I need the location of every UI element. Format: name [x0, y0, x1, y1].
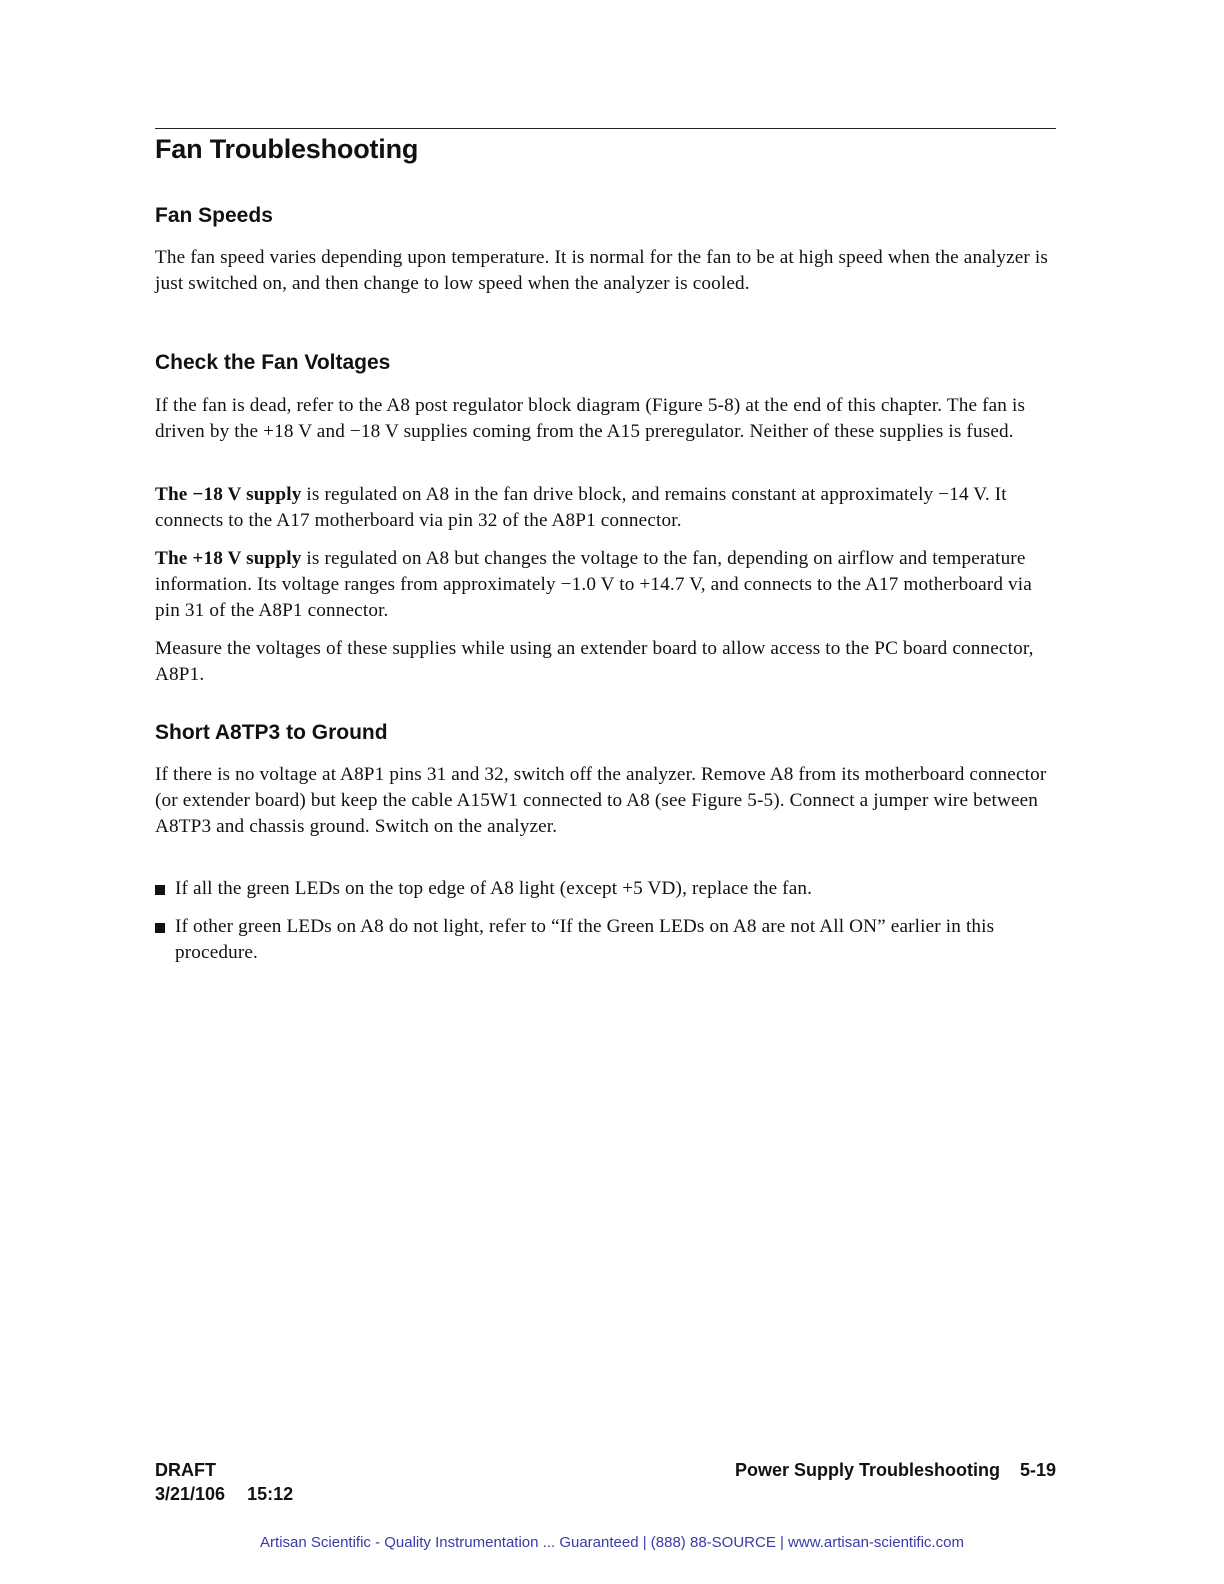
bullet-square-icon [155, 923, 165, 933]
list-item [155, 876, 1056, 902]
paragraph-check-voltages-1: If the fan is dead, refer to the A8 post regulator block diagram (Figure 5-8) at the end of this chapter. The fan is driven by the +18 V and −18 V supplies coming from the A15 preregulator. Neither of these supplies is fused. [155, 395, 1026, 442]
plus18-supply-lead: The +18 V supply [155, 548, 302, 569]
heading-check-fan-voltages: Check the Fan Voltages [155, 351, 391, 374]
list-item-text: If other green LEDs on A8 do not light, refer to “If the Green LEDs on A8 are not All ON” earlier in this procedure. [175, 916, 995, 963]
footer-draft-label: DRAFT [155, 1460, 216, 1480]
section-rule [155, 128, 1056, 129]
paragraph-minus18-supply [155, 482, 1056, 534]
bullet-square-icon [155, 885, 165, 895]
paragraph-plus18-supply [155, 546, 1056, 624]
footer-date-value: 3/21/106 [155, 1484, 226, 1504]
footer-running-title [735, 1460, 1056, 1481]
footer-date [155, 1484, 293, 1505]
vendor-credit-link[interactable]: Artisan Scientific - Quality Instrumentation ... Guaranteed | (888) 88-SOURCE | www.artisan-scientific.com [260, 1534, 964, 1551]
list-item-text: If all the green LEDs on the top edge of A8 light (except +5 VD), replace the fan. [175, 878, 813, 899]
list-item [155, 914, 1056, 966]
minus18-supply-lead: The −18 V supply [155, 484, 302, 505]
plus18-supply-text: is regulated on A8 but changes the voltage to the fan, depending on airflow and temperature information. Its voltage ranges from approximately −1.0 V to +14.7 V, and connects to the A17 motherboard via pin 31 of the A8P1 connector. [155, 548, 1032, 621]
footer-chapter-title: Power Supply Troubleshooting [734, 1460, 1000, 1480]
paragraph-fan-speeds: The fan speed varies depending upon temperature. It is normal for the fan to be at high speed when the analyzer is just switched on, and then change to low speed when the analyzer is cooled. [155, 247, 1049, 294]
paragraph-measure-voltages: Measure the voltages of these supplies while using an extender board to allow access to the PC board connector, A8P1. [155, 638, 1034, 685]
heading-short-a8tp3: Short A8TP3 to Ground [155, 721, 388, 744]
section-title: Fan Troubleshooting [155, 134, 419, 164]
heading-fan-speeds: Fan Speeds [155, 204, 273, 227]
minus18-supply-text: is regulated on A8 in the fan drive block, and remains constant at approximately −14 V. It connects to the A17 motherboard via pin 32 of the A8P1 connector. [155, 484, 1007, 531]
footer-time-value: 15:12 [247, 1484, 294, 1504]
footer-page-number: 5-19 [1019, 1460, 1056, 1480]
paragraph-short-a8tp3: If there is no voltage at A8P1 pins 31 and 32, switch off the analyzer. Remove A8 from its motherboard connector (or extender board) but keep the cable A15W1 connected to A8 (see Figure 5-5). Connect a jumper wire between A8TP3 and chassis ground. Switch on the analyzer. [155, 764, 1047, 837]
